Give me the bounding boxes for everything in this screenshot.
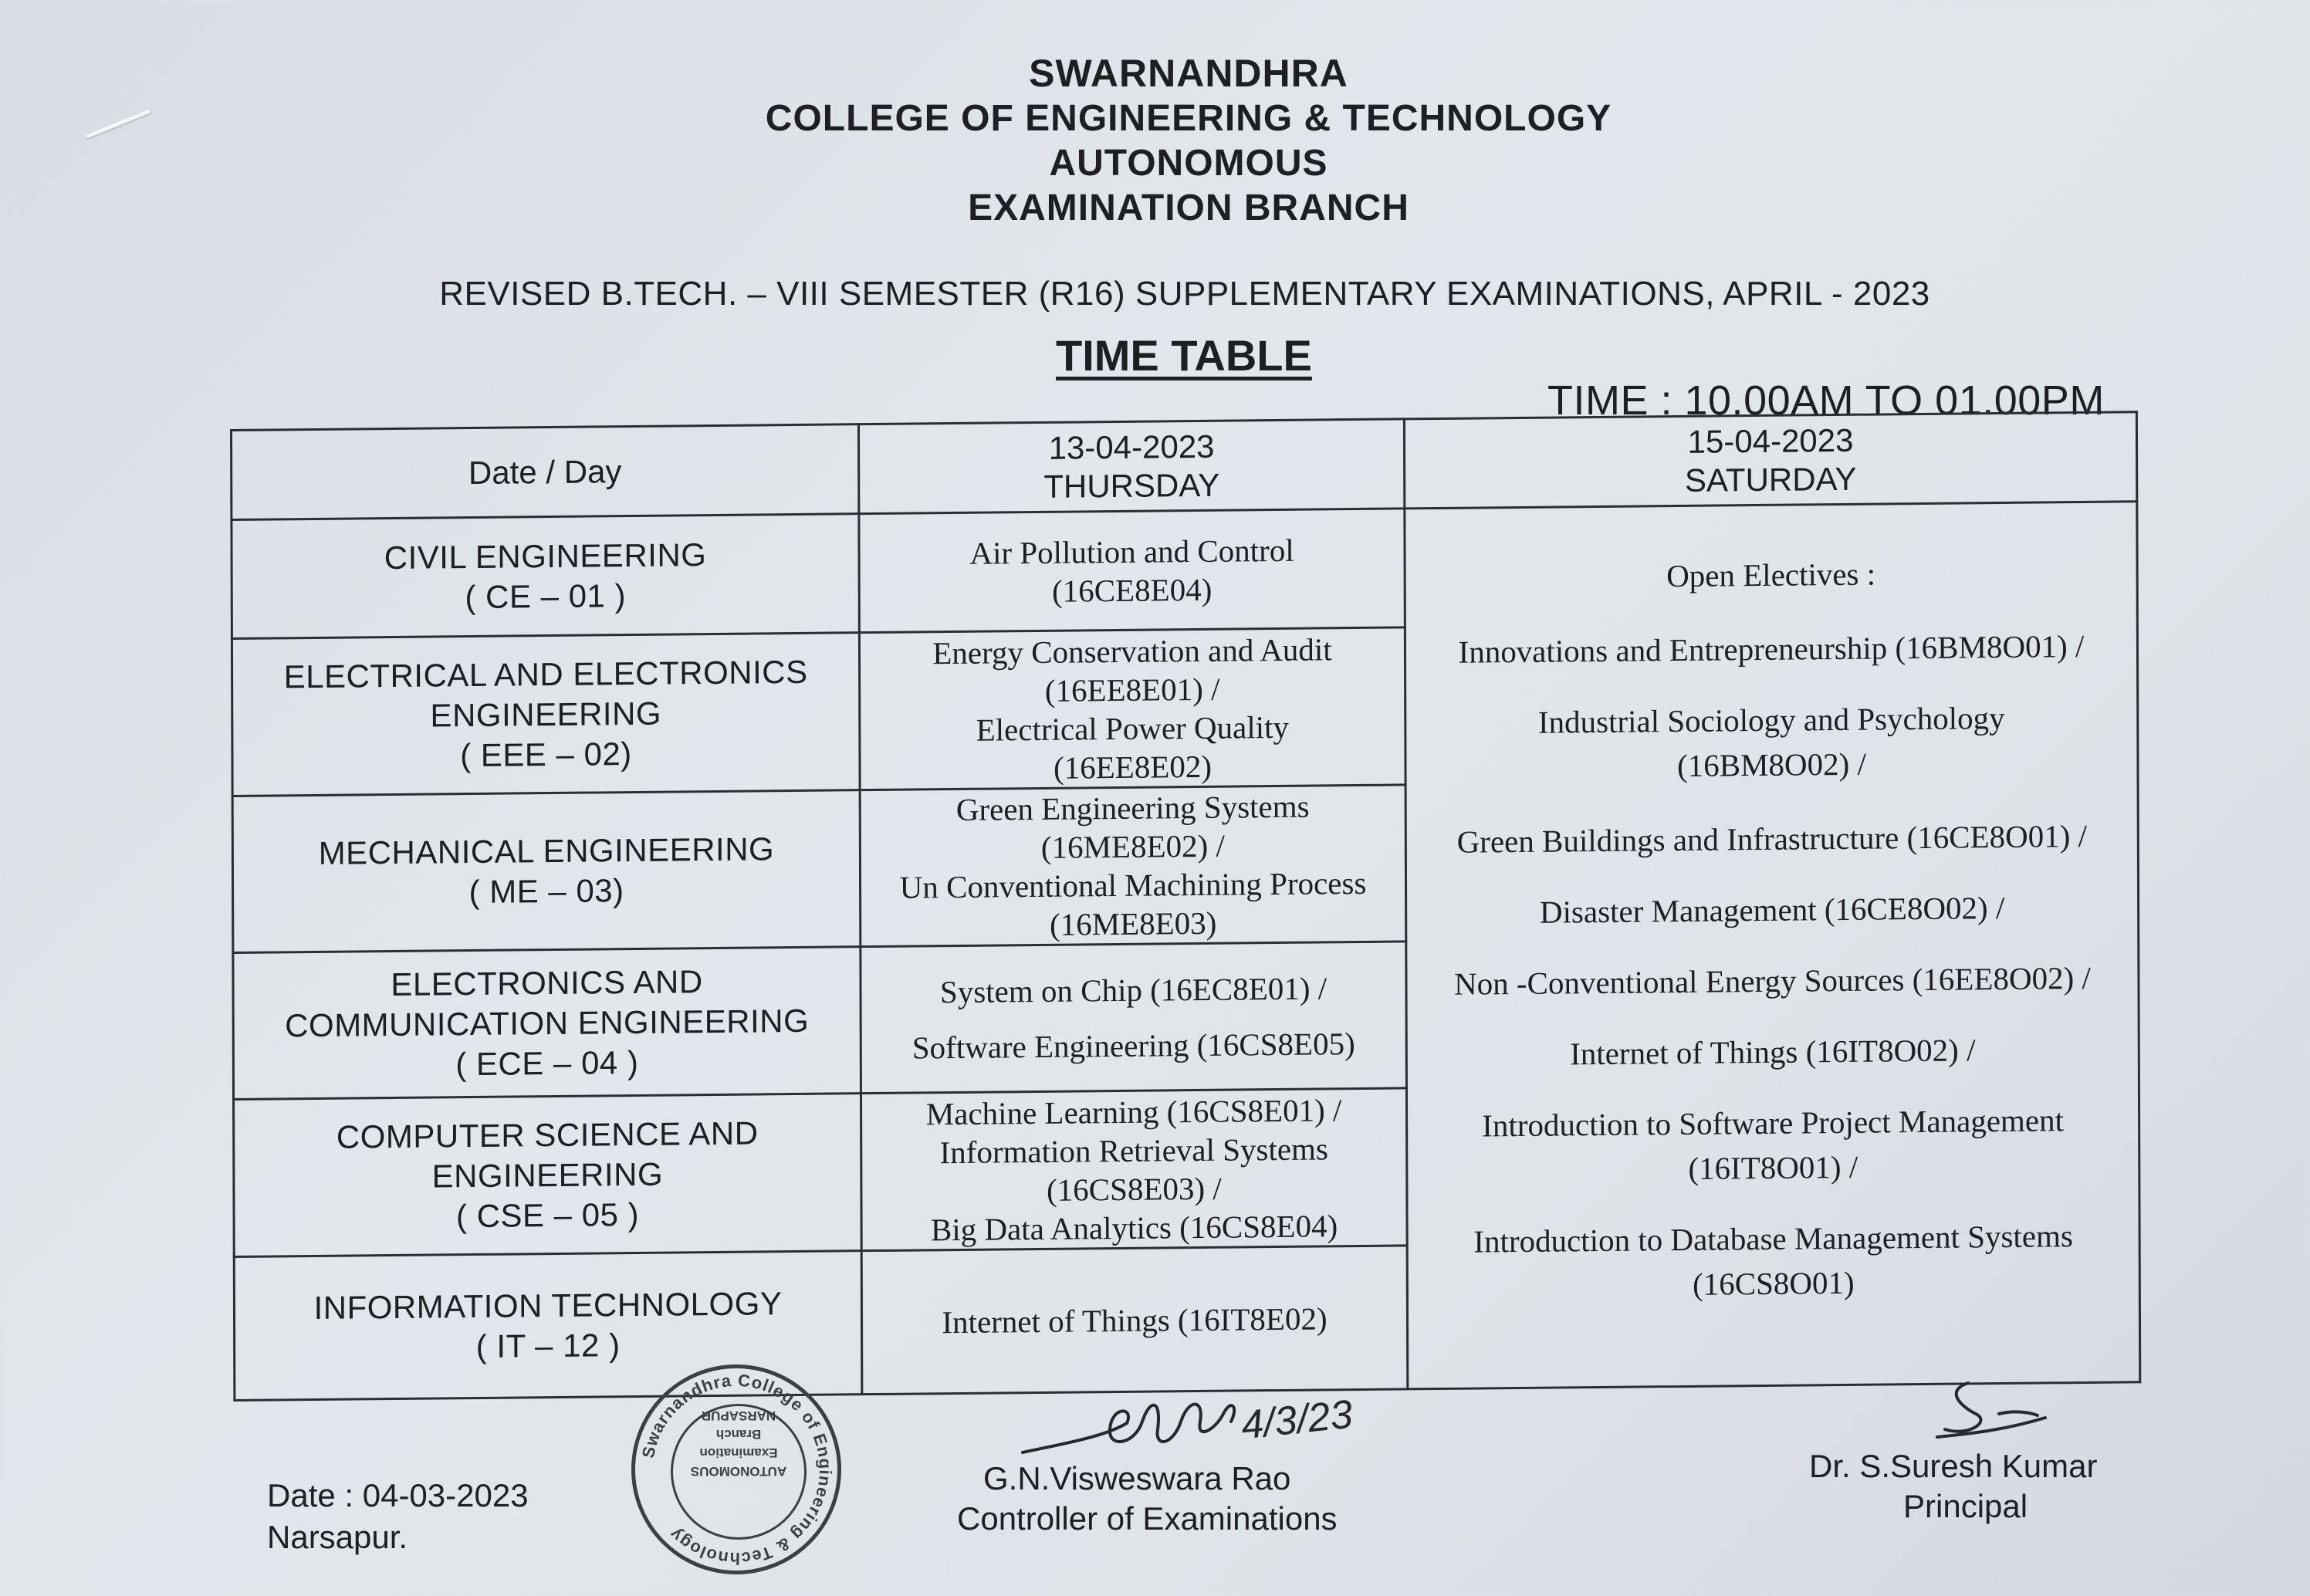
date-day-header: Date / Day <box>232 424 859 520</box>
day2-header: 15-04-2023 SATURDAY <box>1404 412 2136 509</box>
issue-date: Date : 04-03-2023 <box>267 1477 529 1513</box>
autonomous-label: AUTONOMOUS <box>1049 143 1328 184</box>
principal-signature <box>1914 1375 2053 1452</box>
examination-branch: EXAMINATION BRANCH <box>968 188 1409 228</box>
principal-title: Principal <box>1903 1488 2028 1524</box>
signature-date: 4/3/23 <box>1239 1391 1355 1449</box>
controller-title: Controller of Examinations <box>957 1500 1338 1537</box>
day1-subject-cell: Energy Conservation and Audit (16EE8E01) / Electrical Power Quality (16EE8E02) <box>859 627 1405 790</box>
dept-cell: ELECTRONICS AND COMMUNICATION ENGINEERING ( ECE – 04 ) <box>233 947 861 1100</box>
timetable <box>230 411 2141 1402</box>
dept-cell: ELECTRICAL AND ELECTRONICS ENGINEERING ( EEE – 02) <box>232 633 860 796</box>
day1-subject-cell: Machine Learning (16CS8E01) / Information Retrieval Systems (16CS8E03) / Big Data Analytics (16CS8E04) <box>861 1088 1407 1251</box>
controller-signature <box>1019 1375 1250 1468</box>
day1-header: 13-04-2023 THURSDAY <box>858 419 1404 514</box>
day1-subject-cell: Green Engineering Systems (16ME8E02) / Un Conventional Machining Process (16ME8E03) <box>860 785 1406 947</box>
svg-text:Swarnandhra College of Enginee: Swarnandhra College of Engineering & Technology <box>638 1370 836 1569</box>
day1-subject-cell: Internet of Things (16IT8E02) <box>861 1246 1408 1395</box>
day1-subject-cell: System on Chip (16EC8E01) / Software Engineering (16CS8E05) <box>861 942 1407 1094</box>
college-seal <box>631 1364 841 1574</box>
dept-cell: CIVIL ENGINEERING ( CE – 01 ) <box>232 514 860 639</box>
controller-name: G.N.Visweswara Rao <box>983 1460 1291 1496</box>
exam-title: REVISED B.TECH. – VIII SEMESTER (R16) SUPPLEMENTARY EXAMINATIONS, APRIL - 2023 <box>439 275 1930 313</box>
table-row <box>232 502 2137 639</box>
timetable-title: TIME TABLE <box>1056 331 1312 380</box>
day1-subject-cell: Air Pollution and Control (16CE8E04) <box>859 509 1405 633</box>
principal-name: Dr. S.Suresh Kumar <box>1809 1448 2098 1484</box>
college-subtitle: COLLEGE OF ENGINEERING & TECHNOLOGY <box>765 98 1612 139</box>
open-electives-cell: Open Electives : Innovations and Entrepreneurship (16BM8O01) / Industrial Sociology and Psychology (16BM8O02) / Green Buildings and Infrastructure (16CE8O01) / Disaster Management (16CE8O02) / Non -Conventional Energy Sources (16EE8O02) / Internet of Things (16IT8O02) / Introduction to Software Project Management (16IT8O01) / Introduction to Database Management Systems (16CS8O01) <box>1405 502 2140 1389</box>
dept-cell: COMPUTER SCIENCE AND ENGINEERING ( CSE – 05 ) <box>234 1094 862 1257</box>
dept-cell: INFORMATION TECHNOLOGY ( IT – 12 ) <box>234 1251 862 1401</box>
issue-place: Narsapur. <box>267 1519 408 1555</box>
college-name: SWARNANDHRA <box>1029 52 1348 95</box>
seal-inner: AUTONOMOUS Examination Branch NARSAPUR <box>671 1404 807 1540</box>
exam-time: TIME : 10.00AM TO 01.00PM <box>1547 377 2105 424</box>
dept-cell: MECHANICAL ENGINEERING ( ME – 03) <box>232 790 861 953</box>
